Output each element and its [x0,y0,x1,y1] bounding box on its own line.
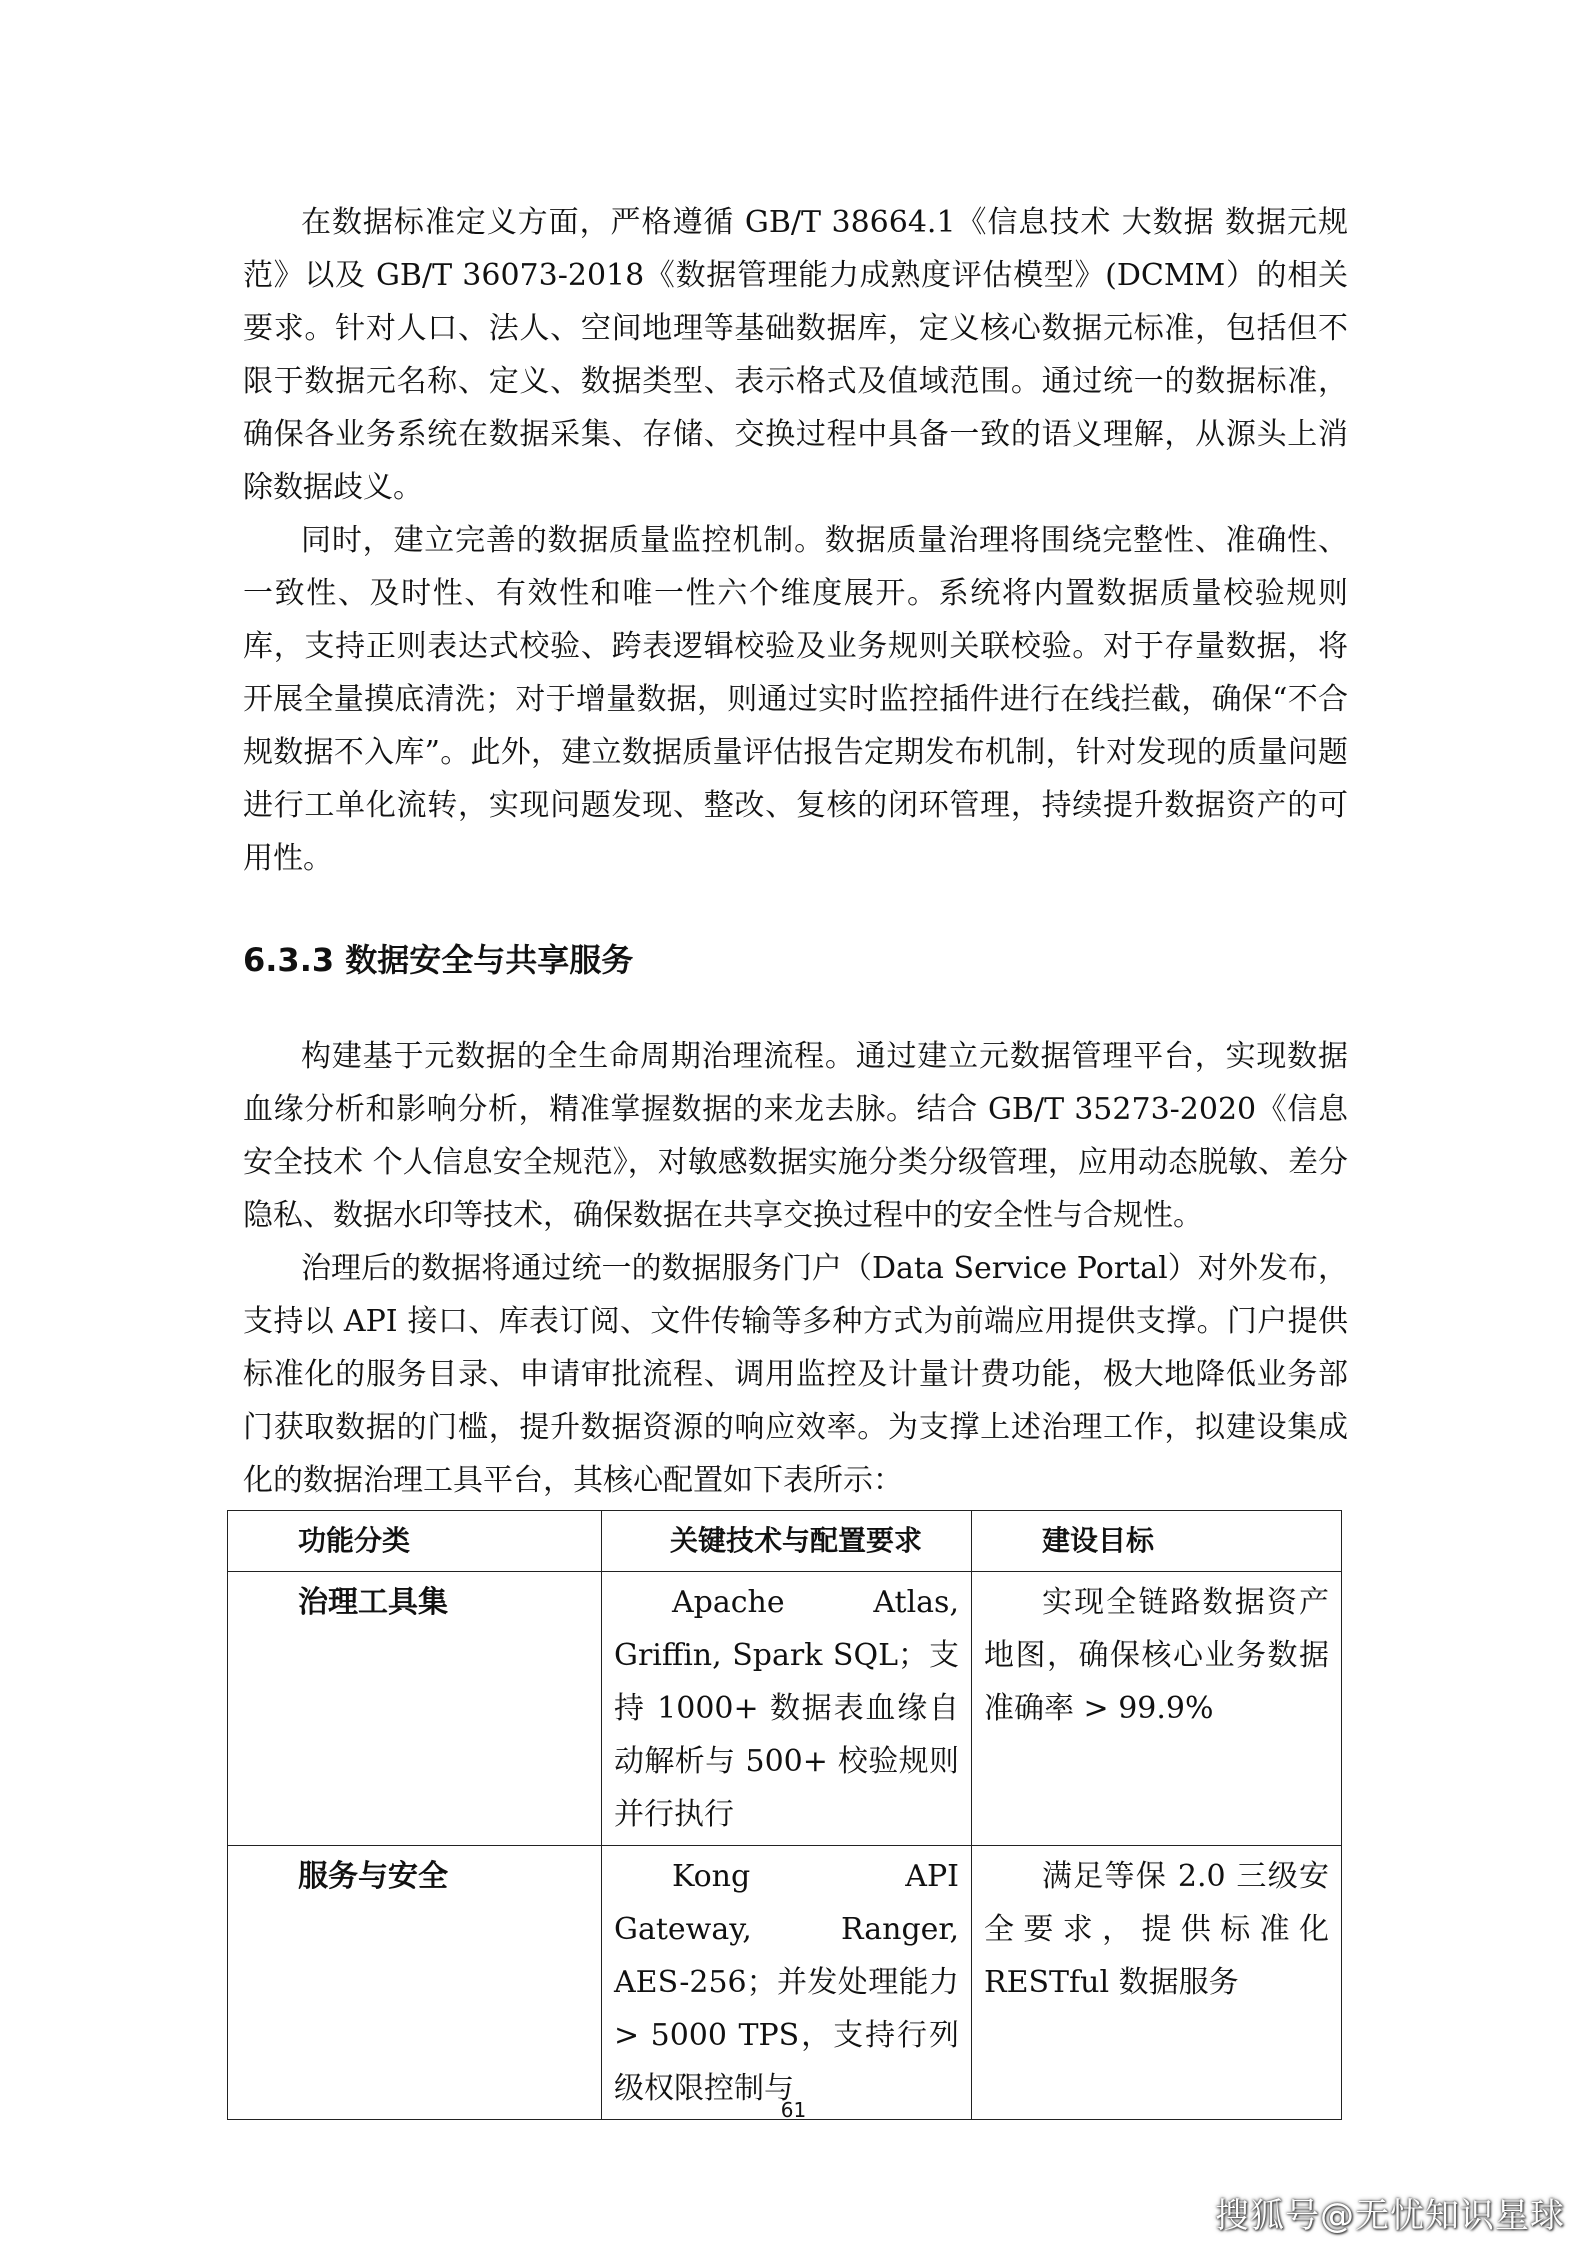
table-cell-goal: 实现全链路数据资产地图，确保核心业务数据准确率 > 99.9% [972,1572,1342,1846]
table-cell-category: 服务与安全 [228,1846,602,2120]
paragraph-data-service-portal: 治理后的数据将通过统一的数据服务门户（Data Service Portal）对外发布，支持以 API 接口、库表订阅、文件传输等多种方式为前端应用提供支撑。门户提供标准化的服务目录、申请审批流程、调用监控及计量计费功能，极大地降低业务部门获取数据的门槛，提升数据资源的响应效率。为支撑上述治理工作，拟建设集成化的数据治理工具平台，其核心配置如下表所示： [243,1251,1348,1498]
table-cell-tech: Apache Atlas, Griffin, Spark SQL；支持 1000+ 数据表血缘自动解析与 500+ 校验规则并行执行 [602,1572,972,1846]
section-heading: 6.3.3 数据安全与共享服务 [243,941,634,979]
table-cell-tech: Kong API Gateway, Ranger, AES-256；并发处理能力 > 5000 TPS，支持行列级权限控制与 [602,1846,972,2120]
table-header-cell: 关键技术与配置要求 [602,1511,972,1572]
paragraph-metadata-governance: 构建基于元数据的全生命周期治理流程。通过建立元数据管理平台，实现数据血缘分析和影响分析，精准掌握数据的来龙去脉。结合 GB/T 35273-2020《信息安全技术 个人信息安全规范》，对敏感数据实施分类分级管理，应用动态脱敏、差分隐私、数据水印等技术，确保数据在共享交换过程中的安全性与合规性。 [243,1039,1348,1233]
table-row [228,1572,1342,1846]
table-header-cell: 建设目标 [972,1511,1342,1572]
page-number: 61 [780,2098,807,2122]
watermark: 搜狐号@无忧知识星球 [1215,2196,1565,2236]
paragraph-data-standards: 在数据标准定义方面，严格遵循 GB/T 38664.1《信息技术 大数据 数据元规范》以及 GB/T 36073-2018《数据管理能力成熟度评估模型》(DCMM）的相关要求。针对人口、法人、空间地理等基础数据库，定义核心数据元标准，包括但不限于数据元名称、定义、数据类型、表示格式及值域范围。通过统一的数据标准，确保各业务系统在数据采集、存储、交换过程中具备一致的语义理解，从源头上消除数据歧义。 [243,205,1348,505]
table-row [228,1846,1342,2120]
table-header-cell: 功能分类 [228,1511,602,1572]
paragraph-data-quality: 同时，建立完善的数据质量监控机制。数据质量治理将围绕完整性、准确性、一致性、及时性、有效性和唯一性六个维度展开。系统将内置数据质量校验规则库，支持正则表达式校验、跨表逻辑校验及业务规则关联校验。对于存量数据，将开展全量摸底清洗；对于增量数据，则通过实时监控插件进行在线拦截，确保“不合规数据不入库”。此外，建立数据质量评估报告定期发布机制，针对发现的质量问题进行工单化流转，实现问题发现、整改、复核的闭环管理，持续提升数据资产的可用性。 [243,523,1348,876]
config-table [227,1510,1342,2120]
table-header-row [228,1511,1342,1572]
table-cell-goal: 满足等保 2.0 三级安全要求，提供标准化 RESTful 数据服务 [972,1846,1342,2120]
table-cell-category: 治理工具集 [228,1572,602,1846]
